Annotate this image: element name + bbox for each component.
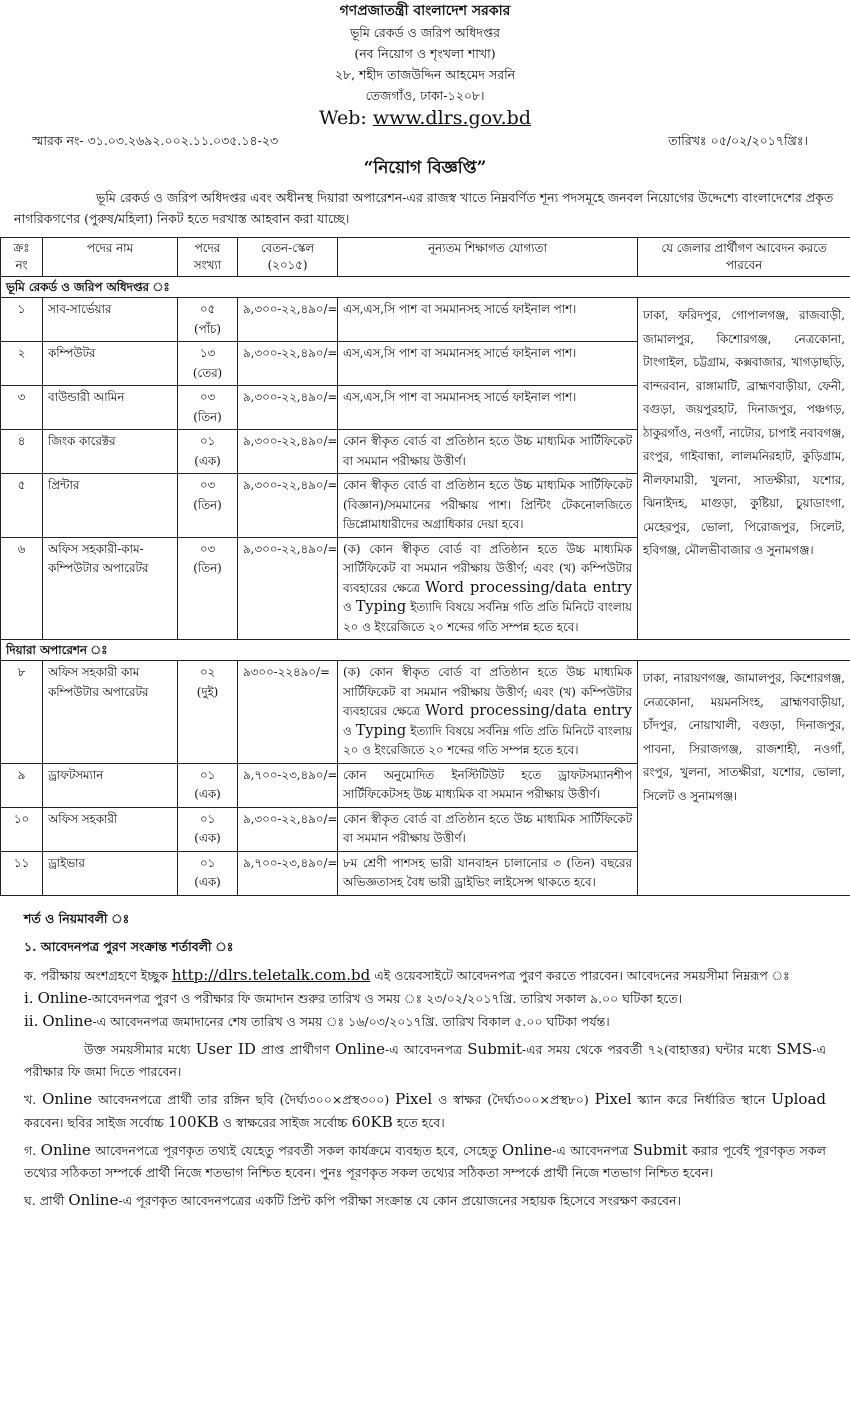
term-kha: খ. Online আবেদনপত্রে প্রার্থী তার রঙ্গিন ছবি (দৈর্ঘ্য৩০০×প্রস্থ৩০০) Pixel ও স্বাক্ষর (দৈর্ঘ্য৩০০×প্রস্থ৮০) Pixel স্ক্যান করে নির্ধারিত স্থানে Upload করবেন। ছবির সাইজ সর্বোচ্চ 100KB ও স্বাক্ষরের সাইজ সর্বোচ্চ 60KB হতে হবে। [24, 1089, 826, 1131]
row-scale: ৯,৩০০-২২,৪৯০/= [238, 474, 338, 538]
col-post: পদের নাম [43, 238, 178, 277]
section-row [1, 277, 850, 298]
terms-subheading: ১. আবেদনপত্র পুরণ সংক্রান্ত শর্তাবলী ঃ [24, 938, 234, 954]
table-row [1, 298, 850, 342]
row-serial: ৫ [1, 474, 43, 538]
row-serial: ১১ [1, 851, 43, 895]
row-post: প্রিন্টার [43, 474, 178, 538]
row-districts: ঢাকা, ফরিদপুর, গোপালগঞ্জ, রাজবাড়ী, জামালপুর, কিশোরগঞ্জ, নেত্রকোনা, টাংগাইল, চট্টগ্রাম, কক্সবাজার, খাগড়াছড়ি, বান্দরবান, রাঙ্গামাটি, ব্রাহ্মণবাড়ীয়া, ফেনী, বগুড়া, জয়পুরহাট, দিনাজপুর, পঞ্চগড়, ঠাকুরগাঁও, নওগাঁ, নাটোর, চাপাই নবাবগঞ্জ, রংপুর, গাইবান্ধা, লালমনিরহাট, কুড়িগ্রাম, নীলফামারী, খুলনা, সাতক্ষীরা, যশোর, ঝিনাইদহ, মাগুড়া, কুষ্টিয়া, চুয়াডাংগা, মেহেরপুর, ভোলা, পিরোজপুর, সিলেট, হবিগঞ্জ, মৌলভীবাজার ও সুনামগঞ্জ। [638, 298, 850, 640]
term-gha: ঘ. প্রার্থী Online-এ পূরণকৃত আবেদনপত্রের একটি প্রিন্ট কপি পরীক্ষা সংক্রান্ত যে কোন প্রয়োজনের সহায়ক হিসেবে সংরক্ষণ করবেন। [24, 1190, 681, 1209]
term-ka: ক. পরীক্ষায় অংশগ্রহণে ইচ্ছুক http://dlrs.teletalk.com.bd এই ওয়েবসাইটে আবেদনপত্র পুরণ করতে পারবেন। আবেদনের সময়সীমা নিম্নরূপ ঃ i. Online-আবেদনপত্র পুরণ ও পরীক্ষার ফি জমাদান শুরুর তারিখ ও সময় ঃ ২৩/০২/২০১৭খ্রি. তারিখ সকাল ৯.০০ ঘটিকা হতে। ii. Online-এ আবেদনপত্র জমাদানের শেষ তারিখ ও সময় ঃ ১৬/০৩/২০১৭খ্রি. তারিখ বিকাল ৫.০০ ঘটিকা পর্যন্ত। [24, 965, 790, 1030]
col-count: পদের সংখ্যা [178, 238, 238, 277]
letterhead [0, 0, 850, 129]
row-count: ০৫ (পাঁচ) [178, 298, 238, 342]
row-count: ০১ (এক) [178, 763, 238, 807]
row-qualification: (ক) কোন স্বীকৃত বোর্ড বা প্রতিষ্ঠান হতে উচ্চ মাধ্যমিক সার্টিফিকেট বা সমমান পরীক্ষায় উত্তীর্ণ; এবং (খ) কম্পিউটার ব্যবহারের ক্ষেত্রে Word processing/data entry ও Typing ইত্যাদি বিষয়ে সর্বনিম্ন গতি প্রতি মিনিটে বাংলায় ২০ ও ইংরেজিতে ২০ শব্দের গতি সম্পন্ন হতে হবে। [338, 537, 638, 640]
col-serial: ক্রঃ নং [1, 238, 43, 277]
term-ga: গ. Online আবেদনপত্রে পূরণকৃত তথ্যই যেহেতু পরবর্তী সকল কার্যক্রমে ব্যবহৃত হবে, সেহেতু Online-এ আবেদনপত্র Submit করার পূর্বেই পূরণকৃত সকল তথ্যের সঠিকতা সম্পর্কে প্রার্থী নিজে শতভাগ নিশ্চিত হবেন। পুনঃ পূরণকৃত সকল তথ্যের সঠিকতা সম্পর্কে প্রার্থী নিজে শতভাগ নিশ্চিত হবেন। [24, 1140, 826, 1180]
row-qualification: কোন স্বীকৃত বোর্ড বা প্রতিষ্ঠান হতে উচ্চ মাধ্যমিক সার্টিফিকেট (বিজ্ঞান)/সমমানের পরীক্ষায় পাশ। প্রিন্টিং টেকনোলজিতে ডিপ্লোমাধারীদের অগ্রাধিকার দেয়া হবে। [338, 474, 638, 538]
row-count: ০১ (এক) [178, 807, 238, 851]
vacancy-table [0, 237, 850, 896]
col-scale: বেতন-স্কেল (২০১৫) [238, 238, 338, 277]
row-qualification: (ক) কোন স্বীকৃত বোর্ড বা প্রতিষ্ঠান হতে উচ্চ মাধ্যমিক সার্টিফিকেট বা সমমান পরীক্ষায় উত্তীর্ণ; এবং (খ) কম্পিউটার ব্যবহারের ক্ষেত্রে Word processing/data entry ও Typing ইত্যাদি বিষয়ে সর্বনিম্ন গতি প্রতি মিনিটে বাংলায় ২০ ও ইংরেজিতে ২০ শব্দের গতি সম্পন্ন হতে হবে। [338, 661, 638, 764]
row-post: জিংক কারেক্টর [43, 430, 178, 474]
govt-name: গণপ্রজাতন্ত্রী বাংলাদেশ সরকার [339, 3, 511, 19]
row-scale: ৯৩০০-২২৪৯০/= [238, 661, 338, 764]
table-header-row [1, 238, 850, 277]
row-serial: ৯ [1, 763, 43, 807]
row-scale: ৯,৩০০-২২,৪৯০/= [238, 807, 338, 851]
row-post: অফিস সহকারী [43, 807, 178, 851]
row-serial: ১ [1, 298, 43, 342]
row-qualification: কোন স্বীকৃত বোর্ড বা প্রতিষ্ঠান হতে উচ্চ মাধ্যমিক সার্টিফিকেট বা সমমান পরীক্ষায় উত্তীর্ণ। [338, 430, 638, 474]
address-line: ২৮, শহীদ তাজউদ্দিন আহমেদ সরনি [334, 67, 516, 82]
application-link[interactable]: http://dlrs.teletalk.com.bd [171, 965, 371, 984]
row-scale: ৯,৩০০-২২,৪৯০/= [238, 430, 338, 474]
notice-title: “নিয়োগ বিজ্ঞপ্তি” [363, 158, 487, 178]
row-scale: ৯,৩০০-২২,৪৯০/= [238, 342, 338, 386]
notice-date: তারিখঃ ০৫/০২/২০১৭খ্রিঃ। [668, 133, 808, 148]
col-districts: যে জেলার প্রার্থীগণ আবেদন করতে পারবেন [638, 238, 850, 277]
terms-section [0, 896, 850, 1212]
table-row [1, 661, 850, 764]
row-post: ড্রাফটসম্যান [43, 763, 178, 807]
row-scale: ৯,৩০০-২২,৪৯০/= [238, 386, 338, 430]
row-serial: ১০ [1, 807, 43, 851]
term-note: উক্ত সময়সীমার মধ্যে User ID প্রাপ্ত প্রার্থীগণ Online-এ আবেদনপত্র Submit-এর সময় থেকে পরবর্তী ৭২(বাহাত্তর) ঘন্টার মধ্যে SMS-এ পরীক্ষার ফি জমা দিতে পারবেন। [24, 1039, 826, 1079]
section-title: দিয়ারা অপারেশন ঃ [1, 640, 850, 661]
row-post: বাউন্ডারী আমিন [43, 386, 178, 430]
reference-line [0, 129, 850, 153]
row-count: ০২ (দুই) [178, 661, 238, 764]
row-serial: ৮ [1, 661, 43, 764]
department-name: ভূমি রেকর্ড ও জরিপ অধিদপ্তর [349, 25, 501, 40]
section-row [1, 640, 850, 661]
row-post: অফিস সহকারী-কাম-কম্পিউটার অপারেটর [43, 537, 178, 640]
row-post: ড্রাইভার [43, 851, 178, 895]
row-serial: ৪ [1, 430, 43, 474]
row-qualification: কোন স্বীকৃত বোর্ড বা প্রতিষ্ঠান হতে উচ্চ মাধ্যমিক সার্টিফিকেট বা সমমান পরীক্ষায় উত্তীর্ণ। [338, 807, 638, 851]
row-serial: ৩ [1, 386, 43, 430]
row-count: ১৩ (তের) [178, 342, 238, 386]
website-link[interactable]: www.dlrs.gov.bd [372, 107, 531, 129]
row-districts: ঢাকা, নারায়ণগঞ্জ, জামালপুর, কিশোরগঞ্জ, নেত্রকোনা, ময়মনসিংহ, ব্রাহ্মণবাড়ীয়া, চাঁদপুর, নোয়াখালী, বগুড়া, দিনাজপুর, পাবনা, সিরাজগঞ্জ, রাজশাহী, নওগাঁ, রংপুর, খুলনা, সাতক্ষীরা, যশোর, ভোলা, সিলেট ও সুনামগঞ্জ। [638, 661, 850, 896]
col-qualification: নূন্যতম শিক্ষাগত যোগ্যতা [338, 238, 638, 277]
branch-name: (নব নিয়োগ ও শৃংখলা শাখা) [354, 46, 496, 61]
intro-paragraph: ভূমি রেকর্ড ও জরিপ অধিদপ্তর এবং অধীনস্থ দিয়ারা অপারেশন-এর রাজস্ব খাতে নিম্নবর্ণিত শূন্য পদসমূহে জনবল নিয়োগের উদ্দেশ্যে বাংলাদেশের প্রকৃত নাগরিকগণের (পুরুষ/মহিলা) নিকট হতে দরখাস্ত আহবান করা যাচ্ছে। [14, 190, 834, 226]
web-line [0, 108, 850, 129]
row-post: অফিস সহকারী কাম কম্পিউটার অপারেটর [43, 661, 178, 764]
row-scale: ৯,৭০০-২৩,৪৯০/= [238, 763, 338, 807]
row-qualification: এস,এস,সি পাশ বা সমমানসহ সার্ভে ফাইনাল পাশ। [338, 298, 638, 342]
city-line: তেজগাঁও, ঢাকা-১২০৮। [365, 88, 485, 103]
row-post: সাব-সার্ভেয়ার [43, 298, 178, 342]
row-qualification: এস,এস,সি পাশ বা সমমানসহ সার্ভে ফাইনাল পাশ। [338, 342, 638, 386]
row-scale: ৯,৭০০-২৩,৪৯০/= [238, 851, 338, 895]
row-serial: ২ [1, 342, 43, 386]
row-serial: ৬ [1, 537, 43, 640]
row-qualification: এস,এস,সি পাশ বা সমমানসহ সার্ভে ফাইনাল পাশ। [338, 386, 638, 430]
row-qualification: কোন অনুমোদিত ইনস্টিটিউট হতে ড্রাফটসম্যানশীপ সার্টিফিকেটসহ উচ্চ মাধ্যমিক বা সমমান পরীক্ষায় উত্তীর্ণ। [338, 763, 638, 807]
memo-number: স্মারক নং- ৩১.০৩.২৬৯২.০০২.১১.০৩৫.১৪-২৩ [32, 133, 279, 148]
row-count: ০১ (এক) [178, 851, 238, 895]
row-count: ০৩ (তিন) [178, 386, 238, 430]
row-qualification: ৮ম শ্রেণী পাশসহ ভারী যানবাহন চালানোর ৩ (তিন) বছরের অভিজ্ঞতাসহ বৈধ ভারী ড্রাইভিং লাইসেন্স থাকতে হবে। [338, 851, 638, 895]
row-post: কম্পিউটর [43, 342, 178, 386]
row-scale: ৯,৩০০-২২,৪৯০/= [238, 298, 338, 342]
row-count: ০১ (এক) [178, 430, 238, 474]
web-label: Web: [319, 107, 373, 129]
terms-heading: শর্ত ও নিয়মাবলী ঃ [24, 910, 130, 926]
row-scale: ৯,৩০০-২২,৪৯০/= [238, 537, 338, 640]
row-count: ০৩ (তিন) [178, 537, 238, 640]
row-count: ০৩ (তিন) [178, 474, 238, 538]
section-title: ভূমি রেকর্ড ও জরিপ অধিদপ্তর ঃ [1, 277, 850, 298]
